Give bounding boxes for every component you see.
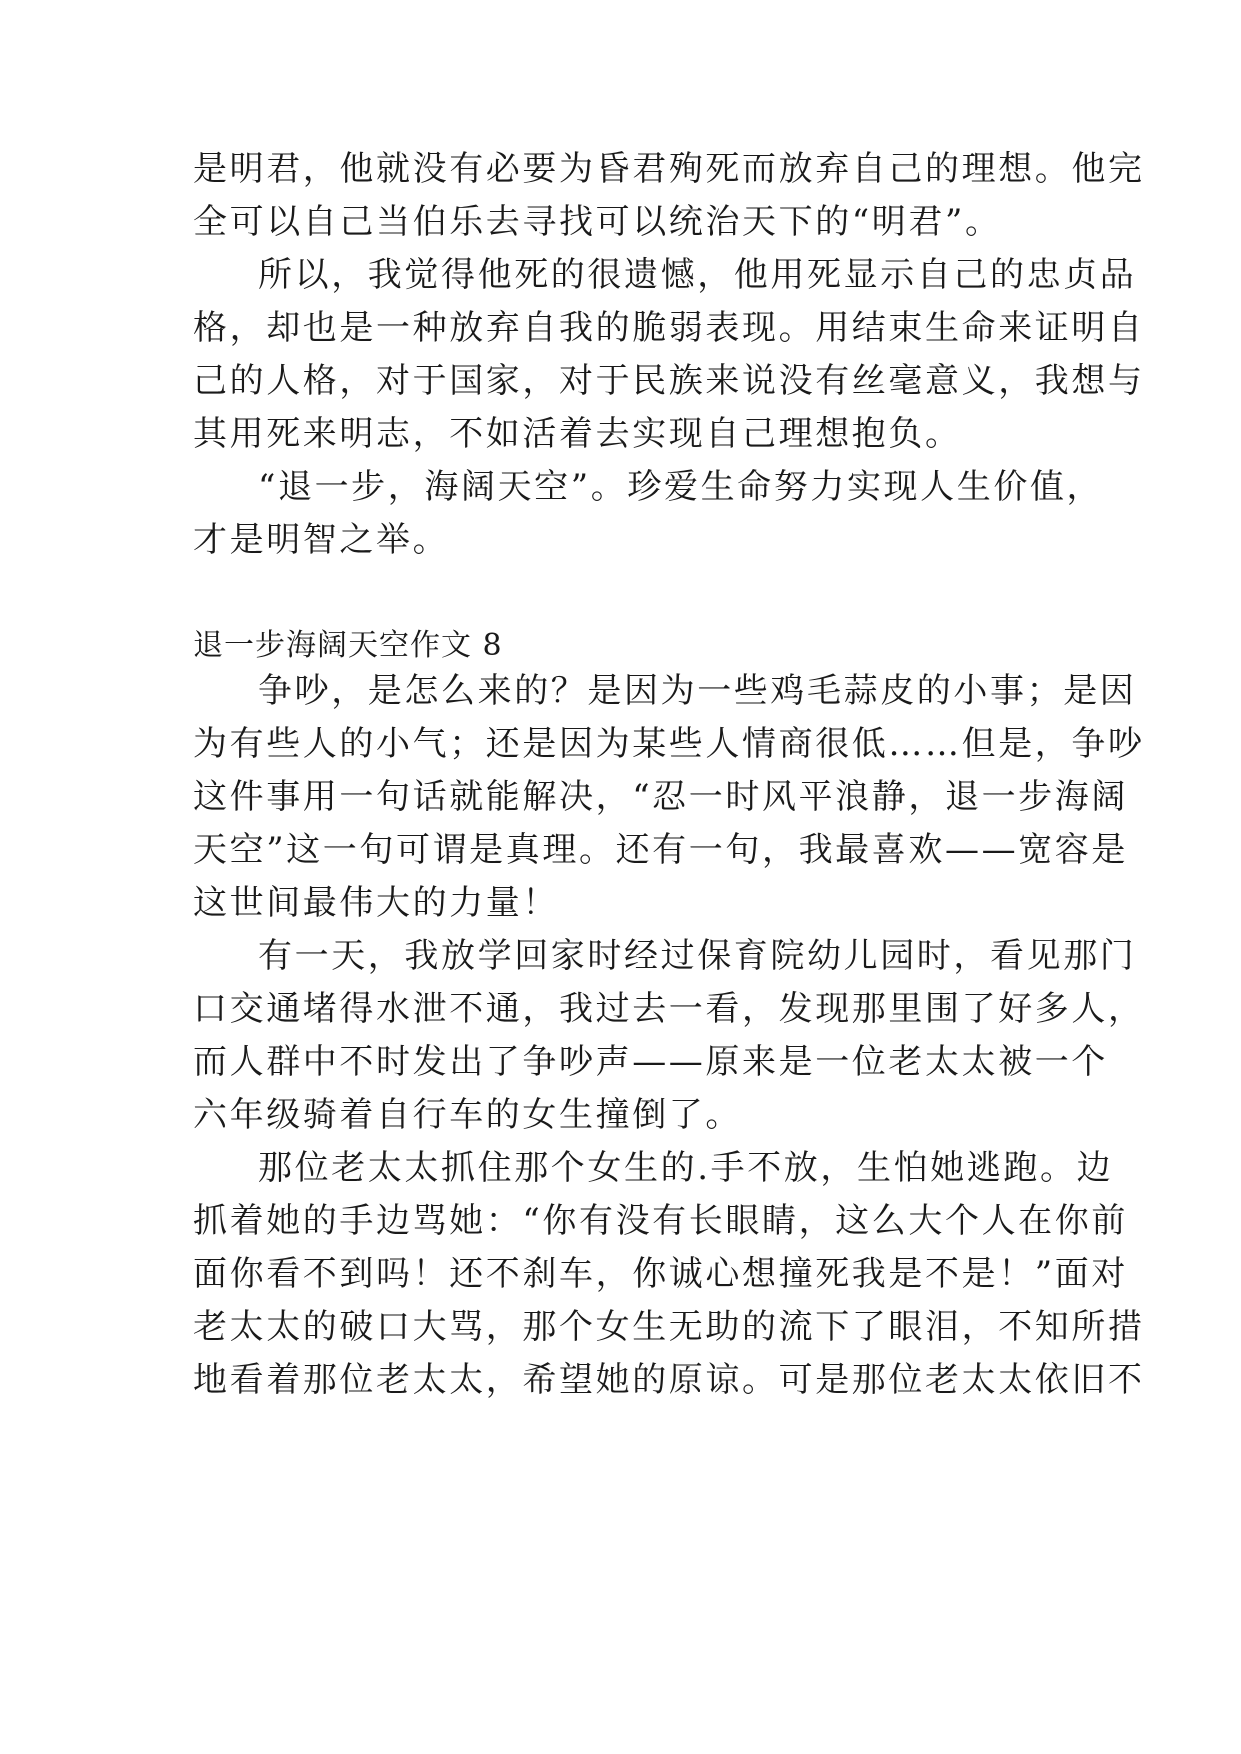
section-heading: 退一步海阔天空作文 8	[193, 628, 503, 663]
paragraph-line: 而人群中不时发出了争吵声——原来是一位老太太被一个	[193, 1042, 1108, 1082]
paragraph-line: 老太太的破口大骂，那个女生无助的流下了眼泪，不知所措	[193, 1307, 1145, 1347]
paragraph-line: 全可以自己当伯乐去寻找可以统治天下的“明君”。	[193, 202, 1002, 242]
paragraph-line: 口交通堵得水泄不通，我过去一看，发现那里围了好多人，	[193, 989, 1145, 1029]
paragraph-line: 那位老太太抓住那个女生的.手不放，生怕她逃跑。边	[258, 1148, 1114, 1188]
paragraph-line: 己的人格，对于国家，对于民族来说没有丝毫意义，我想与	[193, 361, 1145, 401]
paragraph-line: 抓着她的手边骂她：“你有没有长眼睛，这么大个人在你前	[193, 1201, 1128, 1241]
paragraph-line: “退一步，海阔天空”。珍爱生命努力实现人生价值，	[258, 467, 1104, 507]
paragraph-line: 格，却也是一种放弃自我的脆弱表现。用结束生命来证明自	[193, 308, 1145, 348]
paragraph-line: 六年级骑着自行车的女生撞倒了。	[193, 1095, 742, 1135]
paragraph-line: 争吵，是怎么来的？是因为一些鸡毛蒜皮的小事；是因	[258, 671, 1137, 711]
paragraph-line: 为有些人的小气；还是因为某些人情商很低……但是，争吵	[193, 724, 1145, 764]
paragraph-line: 其用死来明志，不如活着去实现自己理想抱负。	[193, 414, 962, 454]
paragraph-line: 这世间最伟大的力量！	[193, 883, 559, 923]
paragraph-line: 天空”这一句可谓是真理。还有一句，我最喜欢——宽容是	[193, 830, 1128, 870]
paragraph-line: 这件事用一句话就能解决，“忍一时风平浪静，退一步海阔	[193, 777, 1128, 817]
paragraph-line: 面你看不到吗！还不刹车，你诚心想撞死我是不是！”面对	[193, 1254, 1128, 1294]
paragraph-line: 才是明智之举。	[193, 520, 450, 560]
paragraph-line: 有一天，我放学回家时经过保育院幼儿园时，看见那门	[258, 936, 1137, 976]
paragraph-line: 所以，我觉得他死的很遗憾，他用死显示自己的忠贞品	[258, 255, 1137, 295]
paragraph-line: 地看着那位老太太，希望她的原谅。可是那位老太太依旧不	[193, 1360, 1145, 1400]
paragraph-line: 是明君，他就没有必要为昏君殉死而放弃自己的理想。他完	[193, 149, 1145, 189]
